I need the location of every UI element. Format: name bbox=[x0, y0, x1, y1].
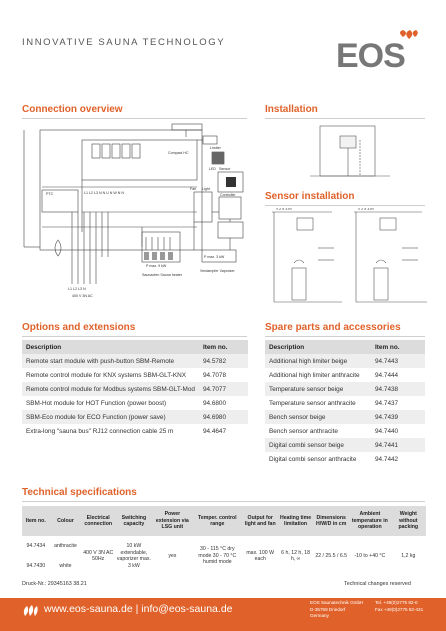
installation-title: Installation bbox=[265, 104, 318, 115]
divider bbox=[22, 118, 247, 119]
column-header: Ambient temperature in operation bbox=[349, 506, 391, 536]
option-item-no: 94.4647 bbox=[199, 424, 248, 438]
spec-ambient: -10 to +40 °C bbox=[354, 552, 386, 559]
option-item-no: 94.6980 bbox=[199, 410, 248, 424]
spare-item-no: 94.7443 bbox=[371, 354, 425, 368]
option-description: Remote control module for KNX systems SBM-GLT-KNX bbox=[22, 368, 199, 382]
sensor-dim-left: ≈ 2 x 3 m bbox=[276, 208, 292, 211]
column-header: Item no. bbox=[22, 506, 50, 536]
diagram-label-ptc: PTC bbox=[46, 192, 54, 196]
diagram-terminals: L1 L2 L3 N N U N W N N bbox=[84, 191, 124, 195]
option-item-no: 94.5782 bbox=[199, 354, 248, 368]
spare-description: Temperature sensor anthracite bbox=[265, 396, 371, 410]
option-item-no: 94.7078 bbox=[199, 368, 248, 382]
diagram-label-vaporizer: Verdampfer Vaporizer bbox=[200, 269, 235, 273]
logo-text: EOS bbox=[336, 37, 405, 75]
table-row bbox=[22, 382, 248, 396]
column-header: Description bbox=[22, 340, 199, 354]
spare-description: Additional high limiter anthracite bbox=[265, 368, 371, 382]
diagram-label-controller: Controller bbox=[220, 193, 236, 197]
table-row bbox=[265, 354, 425, 368]
spare-item-no: 94.7439 bbox=[371, 410, 425, 424]
spec-colour: white bbox=[59, 562, 72, 569]
diagram-pmax-vaporizer: P max. 3 kW bbox=[204, 255, 225, 259]
sensor-dim-right: ≈ 2 x 3 m bbox=[358, 208, 374, 211]
installation-drawing bbox=[300, 122, 400, 182]
sensor-installation-drawing bbox=[262, 208, 432, 308]
footer-web-email[interactable]: www.eos-sauna.de | info@eos-sauna.de bbox=[44, 603, 233, 615]
diagram-label-heater: Saunaofen Sauna heater bbox=[142, 273, 182, 277]
option-item-no: 94.6800 bbox=[199, 396, 248, 410]
spec-colour: anthracite bbox=[54, 542, 77, 549]
table-row bbox=[265, 424, 425, 438]
diagram-label-compact: Compact HC bbox=[168, 151, 189, 155]
options-title: Options and extensions bbox=[22, 322, 136, 333]
footer-phone: Tel. +49(0)2775 82-0 Fax +49(0)2775 82-431 bbox=[375, 600, 424, 612]
table-row bbox=[22, 536, 426, 556]
column-header: Output for light and fan bbox=[243, 506, 278, 536]
column-header: Weight without packing bbox=[391, 506, 426, 536]
options-table bbox=[22, 340, 248, 438]
divider bbox=[22, 501, 425, 502]
table-row bbox=[265, 368, 425, 382]
column-header: Temper. control range bbox=[192, 506, 243, 536]
spec-power-extension: yes bbox=[168, 552, 177, 559]
table-row bbox=[22, 396, 248, 410]
sensor-installation-title: Sensor installation bbox=[265, 191, 355, 202]
connection-overview-title: Connection overview bbox=[22, 104, 123, 115]
column-header: Heating time limitation bbox=[278, 506, 313, 536]
column-header: Description bbox=[265, 340, 371, 354]
print-number: Druck-Nr.: 29345163 38.21 bbox=[22, 581, 87, 587]
spare-parts-title: Spare parts and accessories bbox=[265, 322, 401, 333]
tagline: INNOVATIVE SAUNA TECHNOLOGY bbox=[22, 37, 226, 48]
diagram-label-sensor: Sensor bbox=[219, 167, 231, 171]
diagram-label-light: Light bbox=[202, 187, 210, 191]
column-header: Colour bbox=[50, 506, 82, 536]
spec-table bbox=[22, 506, 426, 576]
column-header: Item no. bbox=[371, 340, 425, 354]
spare-item-no: 94.7437 bbox=[371, 396, 425, 410]
option-description: Remote control module for Modbus systems SBM-GLT-Mod bbox=[22, 382, 199, 396]
flame-icon bbox=[22, 604, 38, 618]
technical-specifications-title: Technical specifications bbox=[22, 487, 137, 498]
option-description: SBM-Hot module for HOT Function (power boost) bbox=[22, 396, 199, 410]
option-item-no: 94.7077 bbox=[199, 382, 248, 396]
table-row bbox=[22, 424, 248, 438]
table-row bbox=[265, 382, 425, 396]
spare-item-no: 94.7440 bbox=[371, 424, 425, 438]
diagram-label-limiter: Limiter bbox=[210, 146, 221, 150]
divider bbox=[265, 118, 425, 119]
spec-heating-time: 6 h, 12 h, 18 h, ∞ bbox=[281, 549, 310, 562]
table-row bbox=[22, 354, 248, 368]
spare-description: Temperature sensor beige bbox=[265, 382, 371, 396]
table-row bbox=[265, 438, 425, 452]
divider bbox=[265, 336, 425, 337]
spec-item-no: 94.7430 bbox=[26, 562, 46, 569]
table-row bbox=[265, 452, 425, 466]
diagram-supply: 400 V 3N AC bbox=[72, 294, 93, 298]
spare-item-no: 94.7444 bbox=[371, 368, 425, 382]
spec-temp-range: 30 - 115 °C dry mode 30 - 70 °C humid mode bbox=[198, 546, 237, 566]
table-row bbox=[22, 368, 248, 382]
diagram-pmax-heater: P max. 9 kW bbox=[146, 264, 167, 268]
spec-dimensions: 22 / 25.5 / 6.5 bbox=[315, 552, 348, 559]
eos-logo bbox=[336, 30, 424, 75]
divider bbox=[22, 336, 247, 337]
column-header: Item no. bbox=[199, 340, 248, 354]
divider bbox=[265, 205, 425, 206]
table-row bbox=[22, 410, 248, 424]
option-description: SBM-Eco module for ECO Function (power save) bbox=[22, 410, 199, 424]
diagram-phases: L1 L2 L3 N bbox=[68, 287, 86, 291]
footer-address: EOS Saunatechnik GmbH D-35759 Driedorf Germany bbox=[310, 600, 364, 618]
table-row bbox=[265, 410, 425, 424]
spare-description: Bench sensor anthracite bbox=[265, 424, 371, 438]
diagram-label-fan: Fan bbox=[190, 187, 197, 191]
spare-item-no: 94.7438 bbox=[371, 382, 425, 396]
spare-description: Additional high limiter beige bbox=[265, 354, 371, 368]
column-header: Electrical connection bbox=[81, 506, 115, 536]
spare-item-no: 94.7441 bbox=[371, 438, 425, 452]
option-description: Extra-long "sauna bus" RJ12 connection cable 25 m bbox=[22, 424, 199, 438]
diagram-label-led: LED bbox=[209, 167, 216, 171]
table-header-row bbox=[265, 340, 425, 354]
column-header: Power extension via LSG unit bbox=[153, 506, 192, 536]
column-header: Dimensions H/W/D in cm bbox=[313, 506, 349, 536]
spare-description: Bench sensor beige bbox=[265, 410, 371, 424]
option-description: Remote start module with push-button SBM-Remote bbox=[22, 354, 199, 368]
spec-item-no: 94.7434 bbox=[26, 542, 46, 549]
spare-description: Digital combi sensor anthracite bbox=[265, 452, 371, 466]
spare-description: Digital combi sensor beige bbox=[265, 438, 371, 452]
spare-parts-table bbox=[265, 340, 425, 466]
connection-diagram bbox=[22, 122, 252, 312]
column-header: Switching capacity bbox=[115, 506, 153, 536]
spec-output: max. 100 W each bbox=[246, 549, 275, 562]
table-header-row bbox=[22, 340, 248, 354]
spec-electrical: 400 V 3N AC 50Hz bbox=[83, 549, 114, 562]
technical-changes-note: Technical changes reserved bbox=[344, 581, 411, 587]
table-row bbox=[265, 396, 425, 410]
spare-item-no: 94.7442 bbox=[371, 452, 425, 466]
table-header-row bbox=[22, 506, 426, 536]
spec-weight: 1,2 kg bbox=[401, 552, 416, 559]
spec-switching: 10 kW extendable, vaporizer max. 3 kW bbox=[116, 543, 151, 569]
